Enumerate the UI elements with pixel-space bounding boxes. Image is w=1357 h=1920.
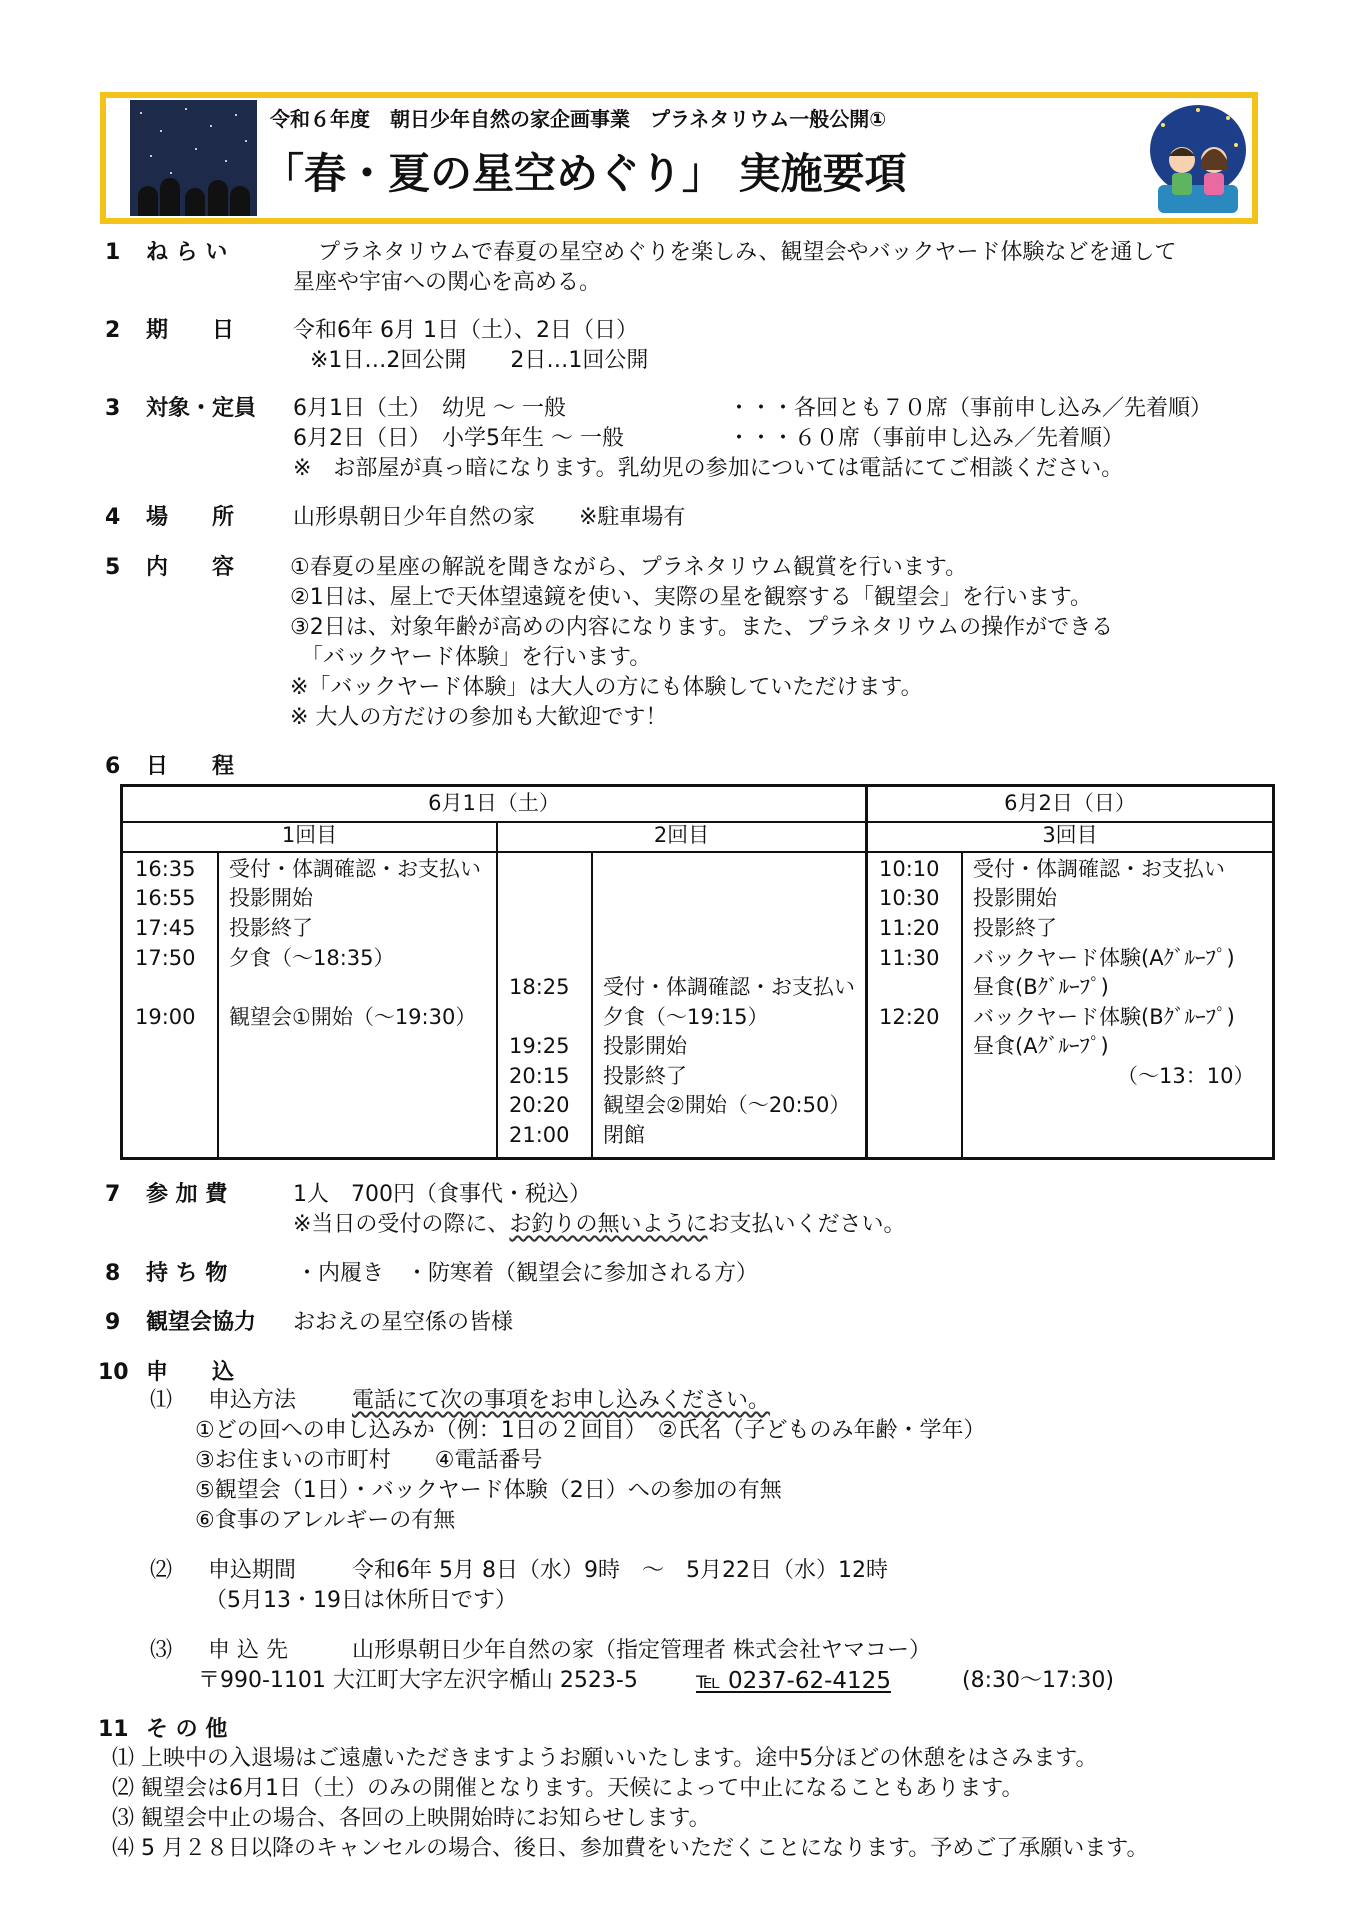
s3-row1a: 6月1日（土） 幼児 ～ 一般 (293, 396, 566, 421)
s6-label: 日 程 (146, 754, 235, 779)
s1-label: ね ら い (146, 240, 228, 265)
time-cell: 12:20 (879, 1005, 940, 1029)
s10-p1-text: 電話にて次の事項をお申し込みください。 (352, 1388, 771, 1413)
time-cell: 10:30 (879, 886, 940, 910)
s3-row1b: ・・・各回とも７０席（事前申し込み／先着順） (728, 396, 1213, 421)
time-cell: 17:45 (135, 916, 196, 940)
s3-label: 対象・定員 (146, 396, 257, 421)
item-cell: 投影開始 (973, 886, 1057, 910)
item-cell: 受付・体調確認・お支払い (973, 857, 1225, 881)
s7-label: 参 加 費 (146, 1182, 228, 1207)
s11-item: ⑷ 5 月２８日以降のキャンセルの場合、後日、参加費をいただくことになります。予めご了承願います。 (112, 1836, 1149, 1861)
day2-header: 6月2日（日） (1004, 791, 1136, 815)
s7-text2: ※当日の受付の際に、お釣りの無いようにお支払いください。 (293, 1212, 906, 1237)
s3-row2b: ・・・６０席（事前申し込み／先着順） (728, 426, 1125, 451)
s10-p3-text: 山形県朝日少年自然の家（指定管理者 株式会社ヤマコー） (352, 1638, 931, 1663)
s10-p1-num: ⑴ (150, 1388, 173, 1413)
s10-label: 申 込 (146, 1360, 235, 1385)
item-cell: 投影開始 (603, 1034, 687, 1058)
s1-text1: プラネタリウムで春夏の星空めぐりを楽しみ、観望会やバックヤード体験などを通して (318, 240, 1177, 265)
s5-line: ※「バックヤード体験」は大人の方にも体験していただけます。 (290, 675, 923, 700)
s10-p2-text: 令和6年 5月 8日（水）9時 ～ 5月22日（水）12時 (352, 1558, 888, 1583)
phone-number[interactable]: ℡ 0237-62-4125 (696, 1668, 891, 1694)
time-cell: 11:30 (879, 946, 940, 970)
s11-item: ⑴ 上映中の入退場はご遠慮いただきますようお願いいたします。途中5分ほどの休憩をはさみます。 (112, 1746, 1098, 1771)
s2-text2: ※1日…2回公開 2日…1回公開 (310, 348, 649, 373)
s1-text2: 星座や宇宙への関心を高める。 (293, 270, 602, 295)
s10-p1-item: ⑤観望会（1日）・バックヤード体験（2日）への参加の有無 (195, 1478, 782, 1503)
s3-num: 3 (105, 396, 121, 421)
round3-header: 3回目 (1042, 823, 1098, 847)
s10-p2-label: 申込期間 (208, 1558, 297, 1583)
s9-text: おおえの星空係の皆様 (293, 1310, 514, 1335)
s10-p2-num: ⑵ (150, 1558, 173, 1583)
s10-p3-num: ⑶ (150, 1638, 173, 1663)
s5-label: 内 容 (146, 555, 235, 580)
s4-num: 4 (105, 505, 121, 530)
item-cell: バックヤード体験(Aｸﾞﾙｰﾌﾟ) (973, 946, 1235, 970)
s5-num: 5 (105, 555, 121, 580)
item-cell: 夕食（～18:35） (229, 946, 395, 970)
s5-line: ③2日は、対象年齢が高めの内容になります。また、プラネタリウムの操作ができる (290, 615, 1114, 640)
s10-p1-item: ⑥食事のアレルギーの有無 (195, 1508, 456, 1533)
s4-text: 山形県朝日少年自然の家 ※駐車場有 (293, 505, 686, 530)
s10-p1-item: ③お住まいの市町村 ④電話番号 (195, 1448, 543, 1473)
item-cell: バックヤード体験(Bｸﾞﾙｰﾌﾟ) (973, 1005, 1235, 1029)
s5-line: ②1日は、屋上で天体望遠鏡を使い、実際の星を観察する「観望会」を行います。 (290, 585, 1092, 610)
s10-num: 10 (98, 1360, 129, 1385)
item-cell: 昼食(Bｸﾞﾙｰﾌﾟ) (973, 975, 1109, 999)
time-cell: 11:20 (879, 916, 940, 940)
page-title: 「春・夏の星空めぐり」 実施要項 (262, 149, 907, 198)
time-cell: 17:50 (135, 946, 196, 970)
time-cell: 20:20 (509, 1093, 570, 1117)
time-cell: 21:00 (509, 1123, 570, 1147)
s9-num: 9 (105, 1310, 121, 1335)
item-cell: 受付・体調確認・お支払い (229, 857, 481, 881)
s5-line: ①春夏の星座の解説を聞きながら、プラネタリウム観賞を行います。 (290, 555, 968, 580)
round1-header: 1回目 (281, 823, 338, 847)
s10-p2-note: （5月13・19日は休所日です） (205, 1588, 517, 1613)
time-cell: 18:25 (509, 975, 570, 999)
item-cell: 投影終了 (229, 916, 313, 940)
item-cell: 投影終了 (973, 916, 1057, 940)
s2-num: 2 (105, 318, 121, 343)
night-sky-illustration (130, 100, 257, 216)
time-cell: 19:00 (135, 1005, 196, 1029)
s10-p1-label: 申込方法 (208, 1388, 297, 1413)
header-subtitle: 令和６年度 朝日少年自然の家企画事業 プラネタリウム一般公開① (270, 107, 887, 131)
item-cell: （～13：10） (1117, 1064, 1255, 1088)
s2-text1: 令和6年 6月 1日（土）、2日（日） (293, 318, 638, 343)
s11-item: ⑶ 観望会中止の場合、各回の上映開始時にお知らせします。 (112, 1806, 711, 1831)
item-cell: 観望会①開始（～19:30） (229, 1005, 477, 1029)
s3-note: ※ お部屋が真っ暗になります。乳幼児の参加については電話にてご相談ください。 (293, 456, 1124, 481)
s7-num: 7 (105, 1182, 121, 1207)
s5-line: 「バックヤード体験」を行います。 (290, 645, 652, 670)
s10-p3-addr: 〒990-1101 大江町大字左沢字楯山 2523-5 (198, 1668, 638, 1693)
s11-label: そ の 他 (146, 1717, 228, 1742)
schedule-table (120, 784, 1275, 1160)
round2-header: 2回目 (653, 823, 710, 847)
time-cell: 16:55 (135, 886, 196, 910)
time-cell: 16:35 (135, 857, 196, 881)
s10-p3-hours: (8:30～17:30) (962, 1668, 1114, 1693)
item-cell: 投影開始 (229, 886, 313, 910)
s11-num: 11 (98, 1717, 129, 1742)
s3-row2a: 6月2日（日） 小学5年生 ～ 一般 (293, 426, 624, 451)
s6-num: 6 (105, 754, 121, 779)
day1-header: 6月1日（土） (428, 791, 560, 815)
planetarium-kids-icon (1148, 100, 1248, 216)
item-cell: 投影終了 (603, 1064, 687, 1088)
item-cell: 夕食（～19:15） (603, 1005, 769, 1029)
time-cell: 20:15 (509, 1064, 570, 1088)
s8-num: 8 (105, 1261, 121, 1286)
s10-p1-item: ①どの回への申し込みか（例：1日の２回目） ②氏名（子どものみ年齢・学年） (195, 1418, 986, 1443)
s9-label: 観望会協力 (146, 1310, 257, 1335)
s11-item: ⑵ 観望会は6月1日（土）のみの開催となります。天候によって中止になることもあります。 (112, 1776, 1024, 1801)
s10-p3-label: 申 込 先 (208, 1638, 288, 1663)
time-cell: 10:10 (879, 857, 940, 881)
s8-label: 持 ち 物 (146, 1261, 228, 1286)
item-cell: 昼食(Aｸﾞﾙｰﾌﾟ) (973, 1034, 1109, 1058)
s5-line: ※ 大人の方だけの参加も大歓迎です！ (290, 705, 668, 730)
s2-label: 期 日 (146, 318, 235, 343)
s1-num: 1 (105, 240, 121, 265)
time-cell: 19:25 (509, 1034, 570, 1058)
s7-text1: 1人 700円（食事代・税込） (293, 1182, 591, 1207)
s4-label: 場 所 (146, 505, 235, 530)
item-cell: 閉館 (603, 1123, 645, 1147)
item-cell: 受付・体調確認・お支払い (603, 975, 855, 999)
s8-text: ・内履き ・防寒着（観望会に参加される方） (296, 1261, 759, 1286)
item-cell: 観望会②開始（～20:50） (603, 1093, 851, 1117)
